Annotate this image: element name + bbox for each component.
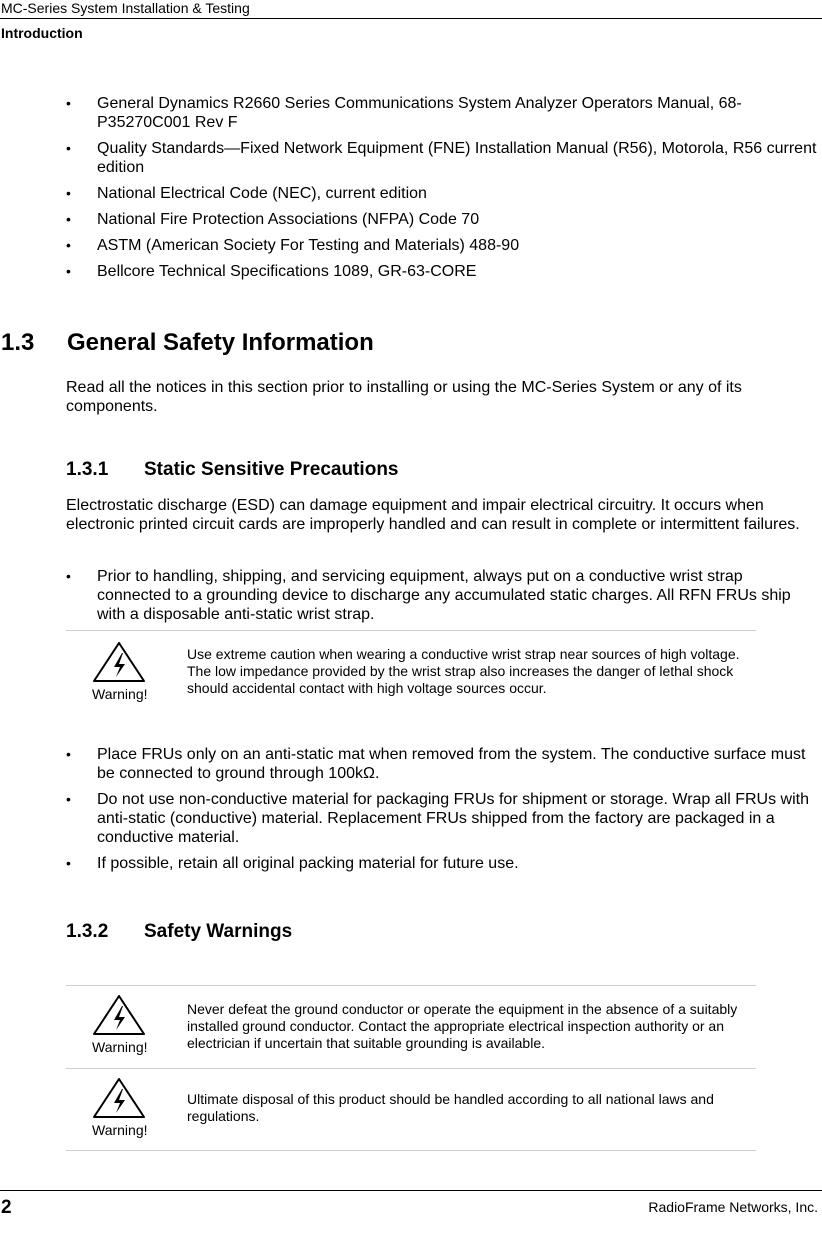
subsection-title: Safety Warnings [144, 921, 293, 942]
warning-text: Use extreme caution when wearing a conductive wrist strap near sources of high voltage. The low impedance provided by the wrist strap also increases the danger of lethal shock should accidental contact with high voltage sources occur. [187, 646, 740, 696]
warning-box-disposal [66, 1068, 756, 1151]
list-item: • ASTM (American Society For Testing and Materials) 488-90 [66, 236, 818, 255]
reference-list [66, 94, 818, 288]
page-number: 2 [1, 1197, 12, 1218]
general-safety-intro: Read all the notices in this section prior to installing or using the MC-Series System or any of its components. [66, 379, 742, 415]
section-number: 1.3 [1, 329, 35, 356]
warning-icon-group [92, 641, 152, 702]
warning-icon-group [92, 994, 152, 1055]
list-item: • If possible, retain all original packing material for future use. [66, 854, 818, 873]
esd-precaution-list-continued [66, 745, 818, 880]
list-item: • General Dynamics R2660 Series Communications System Analyzer Operators Manual, 68-P35270C001 Rev F [66, 94, 818, 132]
running-footer [0, 1190, 822, 1242]
subsection-number: 1.3.1 [66, 459, 109, 480]
list-item: • Quality Standards—Fixed Network Equipment (FNE) Installation Manual (R56), Motorola, R56 current edition [66, 139, 818, 177]
company-name: RadioFrame Networks, Inc. [648, 1199, 818, 1215]
high-voltage-warning-icon [92, 641, 146, 683]
high-voltage-warning-icon [92, 994, 146, 1036]
document-title: MC-Series System Installation & Testing [1, 0, 250, 16]
list-item: • National Electrical Code (NEC), current edition [66, 184, 818, 203]
warning-label: Warning! [92, 686, 148, 702]
warning-label: Warning! [92, 1122, 148, 1138]
subsection-title: Static Sensitive Precautions [144, 459, 399, 480]
warning-text: Never defeat the ground conductor or operate the equipment in the absence of a suitably installed ground conductor. Contact the appropriate electrical inspection authority or an electrician if uncertain that suitable grounding is available. [187, 1001, 738, 1051]
list-item: • Bellcore Technical Specifications 1089, GR-63-CORE [66, 262, 818, 281]
list-item: • Prior to handling, shipping, and servicing equipment, always put on a conductive wrist strap connected to a grounding device to discharge any accumulated static charges. All RFN FRUs ship with a disposable anti-static wrist strap. [66, 567, 818, 624]
subsection-number: 1.3.2 [66, 921, 109, 942]
warning-box-wrist-strap [66, 630, 756, 713]
esd-intro: Electrostatic discharge (ESD) can damage equipment and impair electrical circuitry. It occurs when electronic printed circuit cards are improperly handled and can result in complete or intermittent failures. [66, 497, 800, 533]
warning-icon-group [92, 1077, 152, 1138]
warning-label: Warning! [92, 1039, 148, 1055]
running-header [0, 0, 822, 19]
list-item: • National Fire Protection Associations (NFPA) Code 70 [66, 210, 818, 229]
warning-box-ground-conductor [66, 985, 756, 1068]
esd-precaution-list [66, 567, 818, 631]
list-item: • Place FRUs only on an anti-static mat when removed from the system. The conductive surface must be connected to ground through 100kΩ. [66, 745, 818, 783]
list-item: • Do not use non-conductive material for packaging FRUs for shipment or storage. Wrap all FRUs with anti-static (conductive) material. Replacement FRUs shipped from the factory are packaged in a conductive material. [66, 790, 818, 847]
warning-text: Ultimate disposal of this product should be handled according to all national laws and regulations. [187, 1091, 714, 1124]
chapter-label: Introduction [1, 25, 83, 41]
high-voltage-warning-icon [92, 1077, 146, 1119]
section-title: General Safety Information [67, 329, 374, 356]
